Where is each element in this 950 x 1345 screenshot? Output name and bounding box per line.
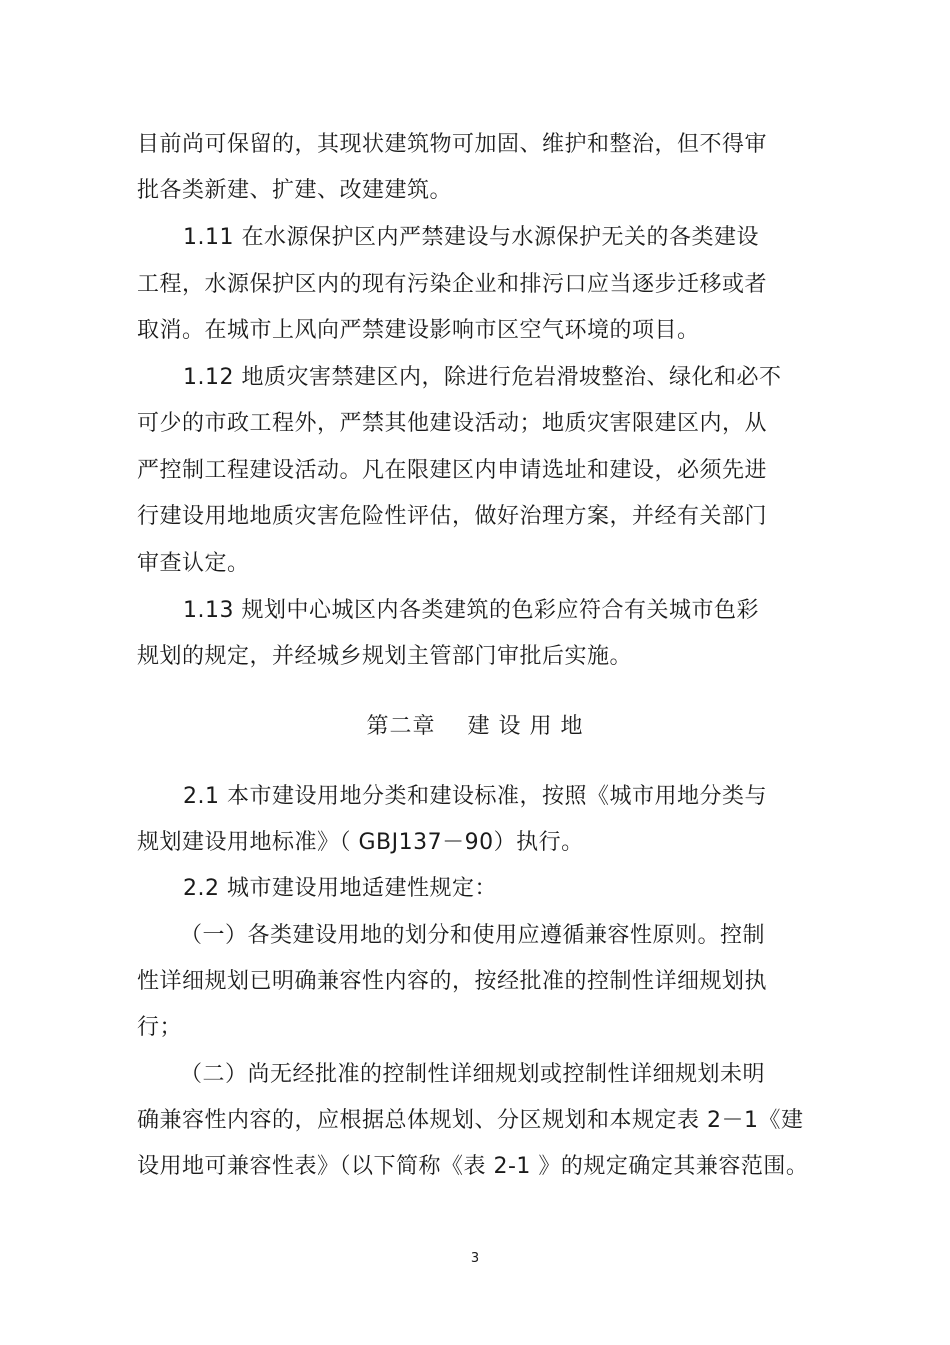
text-line: 1.13 规划中心城区内各类建筑的色彩应符合有关城市色彩 [183,598,759,623]
text-line: 设用地可兼容性表》（以下简称《表 2-1 》的规定确定其兼容范围。 [137,1154,809,1179]
text-line: （一）各类建设用地的划分和使用应遵循兼容性原则。控制 [180,923,766,948]
text-line: 严控制工程建设活动。凡在限建区内申请选址和建设，必须先进 [137,458,768,483]
text-line: 审查认定。 [137,551,250,576]
chapter-heading: 第二章 建 设 用 地 [366,714,584,739]
page-number: 3 [470,1251,480,1266]
text-line: 目前尚可保留的，其现状建筑物可加固、维护和整治，但不得审 [137,132,768,157]
text-line: 确兼容性内容的，应根据总体规划、分区规划和本规定表 2－1《建 [137,1108,804,1133]
text-line: 1.12 地质灾害禁建区内，除进行危岩滑坡整治、绿化和必不 [183,365,782,390]
text-line: 行； [137,1015,183,1040]
text-line: 批各类新建、扩建、改建建筑。 [137,178,453,203]
text-line: 工程，水源保护区内的现有污染企业和排污口应当逐步迁移或者 [137,272,768,297]
text-line: （二）尚无经批准的控制性详细规划或控制性详细规划未明 [180,1062,766,1087]
text-line: 规划建设用地标准》（ GBJ137－90）执行。 [137,830,584,855]
text-line: 行建设用地地质灾害危险性评估，做好治理方案，并经有关部门 [137,504,768,529]
text-line: 取消。在城市上风向严禁建设影响市区空气环境的项目。 [137,318,700,343]
text-line: 1.11 在水源保护区内严禁建设与水源保护无关的各类建设 [183,225,759,250]
text-line: 可少的市政工程外，严禁其他建设活动；地质灾害限建区内，从 [137,411,768,436]
text-line: 性详细规划已明确兼容性内容的，按经批准的控制性详细规划执 [137,969,768,994]
text-line: 2.1 本市建设用地分类和建设标准，按照《城市用地分类与 [183,784,767,809]
text-line: 2.2 城市建设用地适建性规定： [183,876,497,901]
text-line: 规划的规定，并经城乡规划主管部门审批后实施。 [137,644,633,669]
